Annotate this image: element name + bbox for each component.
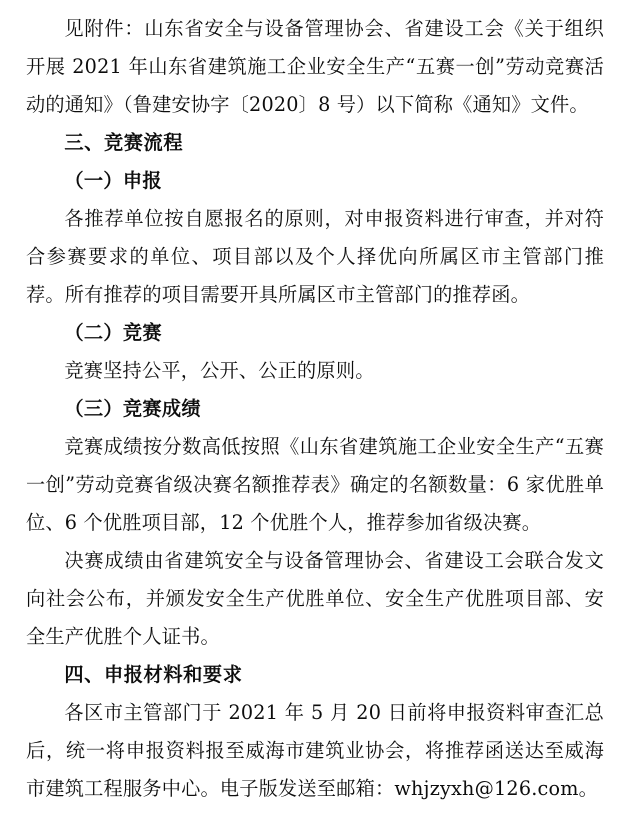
subheading-competition: （二）竞赛: [64, 321, 162, 344]
subheading-application: （一）申报: [64, 169, 162, 192]
paragraph-results-quota: 竞赛成绩按分数高低按照《山东省建筑施工企业安全生产“五赛一创”劳动竞赛省级决赛名额推荐表》确定的名额数量：6 家优胜单位、6 个优胜项目部，12 个优胜个人，推荐参加省级决赛。: [26, 435, 604, 534]
paragraph-competition-principle: 竞赛坚持公平，公开、公正的原则。: [64, 359, 375, 382]
paragraph-application-detail: 各推荐单位按自愿报名的原则，对申报资料进行审查，并对符合参赛要求的单位、项目部以及个人择优向所属区市主管部门推荐。所有推荐的项目需要开具所属区市主管部门的推荐函。: [26, 207, 604, 306]
paragraph-submission-deadline: 各区市主管部门于 2021 年 5 月 20 日前将申报资料审查汇总后，统一将申报资料报至威海市建筑业协会，将推荐函送达至威海市建筑工程服务中心。电子版发送至邮箱：whjzyxh@126.com。: [26, 701, 604, 800]
subheading-competition-results: （三）竞赛成绩: [64, 397, 201, 420]
heading-competition-process: 三、竞赛流程: [64, 131, 184, 154]
heading-application-materials: 四、申报材料和要求: [64, 663, 243, 686]
paragraph-final-results-publication: 决赛成绩由省建筑安全与设备管理协会、省建设工会联合发文向社会公布，并颁发安全生产优胜单位、安全生产优胜项目部、安全生产优胜个人证书。: [26, 549, 604, 648]
paragraph-attachment-notice: 见附件：山东省安全与设备管理协会、省建设工会《关于组织开展 2021 年山东省建筑施工企业安全生产“五赛一创”劳动竞赛活动的通知》（鲁建安协字〔2020〕8 号）以下简称《通知》文件。: [26, 17, 604, 116]
